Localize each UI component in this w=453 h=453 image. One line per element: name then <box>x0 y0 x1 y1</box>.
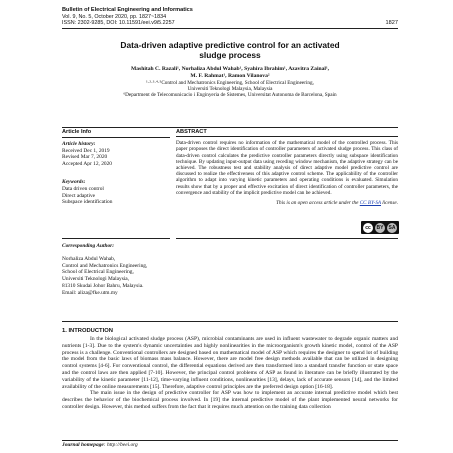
sa-icon: SA <box>388 224 396 231</box>
keyword-item: Subspace identification <box>62 199 113 206</box>
abstract-text: Data-driven control requires no information of the mathematical model of the controlled process. This paper proposes the direct identification of controller parameters of activated sludge process. This class of data-driven control calculates the predictive controller parameters directly using subspace identification technique. By updating input-output data using receding window mechanism, the adaptive strategy can be achieved. The robustness test and stability analysis of direct adaptive model predictive control are discussed to realize the effectiveness of this adaptive control scheme. The applicability of the controller algorithm to adapt into varying kinetic parameters and operating conditions is evaluated. Simulation results show that by a proper and effective excitation of direct identification of controller parameters, the convergence and stability of the implicit predictive model can be achieved. <box>176 140 398 196</box>
intro-paragraph: The main issue in the design of predictive controller for ASP was how to implement an accurate internal predictive model which best describes the behavior of the biochemical process involved. In [19] the internal predictive model of the plant implemented neural networks for controller design. However, this method suffers from the fact that it requires much attention on the training data collection <box>62 390 398 410</box>
paper-title <box>62 40 398 60</box>
footer-label: Journal homepage <box>62 442 104 448</box>
article-info <box>62 129 170 206</box>
corresponding-line: Control and Mechatronics Engineering, <box>62 262 148 269</box>
keyword-item: Direct adaptive <box>62 192 96 199</box>
corresponding-line: 81310 Skudai Johor Bahru, Malaysia. <box>62 282 144 289</box>
affiliation-line-2: Universiti Teknologi Malaysia, Malaysia <box>187 86 273 93</box>
cc-by-sa-badge[interactable] <box>361 221 399 234</box>
article-info-heading: Article Info <box>62 129 170 138</box>
authors-line-2: M. F. Rahmat¹, Ramon Vilanova² <box>190 72 270 79</box>
affiliation-line-3: ⁶Department de Telecomunicacio i Enginyeria de Sistemes, Universitat Autonoma de Barcelona, Spain <box>123 92 337 99</box>
introduction-body <box>62 336 398 411</box>
journal-header <box>62 7 402 27</box>
abstract-bottom-rule <box>176 238 398 239</box>
abstract <box>176 129 398 206</box>
affiliations <box>62 80 398 99</box>
history-received: Received Dec 1, 2019 <box>62 147 110 154</box>
journal-name: Bulletin of Electrical Engineering and Informatics <box>62 7 193 13</box>
authors-line-1: Mashitah C. Razali¹, Norhaliza Abdul Wahab¹, Syahira Ibrahim¹, Azavitra Zainal¹, <box>130 66 330 72</box>
header-rule <box>62 28 398 29</box>
author-list <box>62 66 398 80</box>
keyword-item: Data driven control <box>62 185 104 192</box>
corresponding-line: School of Electrical Engineering, <box>62 269 134 276</box>
journal-volume: Vol. 9, No. 5, October 2020, pp. 1827~1834 <box>62 13 167 20</box>
info-box-rule <box>62 127 398 128</box>
footer-rule <box>62 440 398 441</box>
cc-icon: cc <box>363 223 373 233</box>
corresponding-email: Email: aliza@fke.utm.my <box>62 289 118 296</box>
intro-paragraph: In the biological activated sludge process (ASP), microbial contaminants are used in influent wastewater to degrade organic matters and nutrients [1-3]. Due to the system's dynamic uncertainties and highly nonlinearities in the microorganism's growth kinetic model, control of the ASP process is a challenge. Conventional controllers are designed based on mathematical model of ASP which requires the designer to spend lot of building the model from the basic laws of biomass mass balance. However, there are model free design methods available that can be utilized in designing control systems [4-6]. For conventional control, the differential equations derived are then transformed into a standard transfer function or state space and the control laws are then applied [7-10]. However, the principal control problems of ASP as found in literature can be briefly illustrated by the variability of the kinetic parameter [11-12], time-varying influent conditions, nonlinearities [13], delays, lack of accurate sensors [14], and the limited availability of the online measurements [15]. Therefore, adaptive control principles are the preferred design option [16-18]. <box>62 336 398 390</box>
license-suffix: license. <box>381 200 398 207</box>
by-icon: BY <box>376 224 384 231</box>
page-number: 1827 <box>385 20 398 26</box>
history-label: Article history: <box>62 140 96 147</box>
journal-issn: ISSN: 2302-9285, DOI: 10.11591/eei.v9i5.2257 <box>62 20 175 27</box>
license-link[interactable]: CC BY-SA <box>359 200 381 207</box>
corresponding-line: Universiti Teknologi Malaysia, <box>62 276 130 283</box>
title-line-1: Data-driven adaptive predictive control for an activated <box>120 40 340 50</box>
journal-footer <box>62 442 138 448</box>
corresponding-label: Corresponding Author: <box>62 243 115 249</box>
abstract-heading: ABSTRACT <box>176 129 398 137</box>
history-revised: Revised Mar 7, 2020 <box>62 154 108 161</box>
corresponding-author <box>62 241 222 297</box>
license-note <box>176 200 398 206</box>
section-heading: 1. INTRODUCTION <box>62 328 113 334</box>
footer-url[interactable]: : http://beei.org <box>103 442 138 448</box>
title-line-2: sludge process <box>199 50 261 61</box>
corresponding-line: Norhaliza Abdul Wahab, <box>62 255 116 262</box>
affiliation-line-1: ¹·²·³·⁴·⁵Control and Mechatronics Engineering, School of Electrical Engineering, <box>146 80 314 86</box>
corresponding-rule <box>62 321 398 322</box>
info-bottom-rule <box>62 238 170 239</box>
license-prefix: This is an open access article under the <box>276 200 360 207</box>
history-accepted: Accepted Apr 12, 2020 <box>62 161 112 168</box>
keywords-label: Keywords: <box>62 178 86 185</box>
